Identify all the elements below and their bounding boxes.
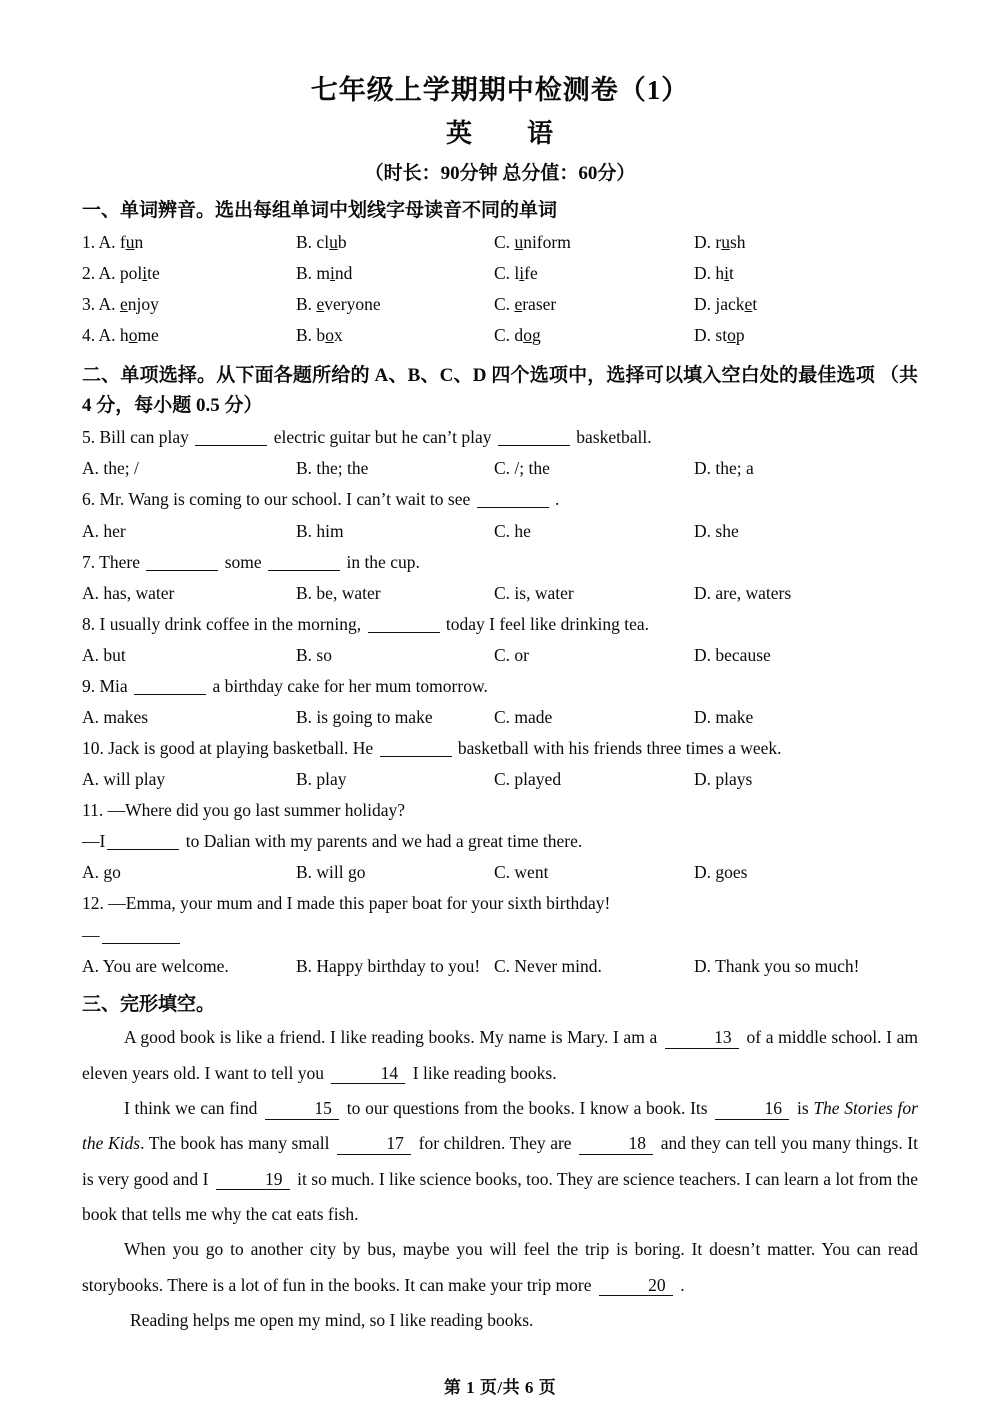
answer-option[interactable]: C. he bbox=[494, 520, 531, 541]
word-row bbox=[82, 289, 918, 320]
question-stem: 9. Mia a birthday cake for her mum tomorrow. bbox=[82, 675, 488, 696]
answer-option[interactable]: D. the; a bbox=[694, 458, 754, 479]
underlined-letter: i bbox=[142, 262, 148, 283]
word-option[interactable]: 1. A. fun bbox=[82, 231, 144, 252]
answer-option[interactable]: B. is going to make bbox=[296, 706, 433, 727]
cloze-blank[interactable]: 20 bbox=[599, 1277, 673, 1297]
underlined-letter: i bbox=[330, 262, 335, 283]
word-option[interactable]: D. stop bbox=[694, 324, 745, 345]
passage-paragraph: Reading helps me open my mind, so I like reading books. bbox=[130, 1310, 534, 1331]
underlined-letter: u bbox=[721, 231, 730, 252]
option-row bbox=[82, 702, 918, 733]
question-stem: 8. I usually drink coffee in the morning, today I feel like drinking tea. bbox=[82, 613, 650, 634]
word-option[interactable]: C. eraser bbox=[494, 293, 557, 314]
underlined-letter: u bbox=[125, 231, 135, 252]
subject-title: 英 语 bbox=[445, 118, 554, 148]
cloze-blank[interactable]: 16 bbox=[715, 1100, 789, 1120]
word-option[interactable]: C. uniform bbox=[494, 231, 571, 252]
word-option[interactable]: D. rush bbox=[694, 231, 746, 252]
underlined-letter: i bbox=[724, 262, 730, 283]
page-footer: 第 1 页/共 6 页 bbox=[443, 1378, 557, 1397]
underlined-letter: o bbox=[128, 324, 138, 345]
page-title: 七年级上学期期中检测卷（1） bbox=[310, 75, 690, 105]
cloze-blank[interactable]: 17 bbox=[337, 1135, 411, 1155]
answer-option[interactable]: A. You are welcome. bbox=[82, 955, 229, 976]
answer-option[interactable]: A. has, water bbox=[82, 582, 175, 603]
answer-option[interactable]: B. him bbox=[296, 520, 344, 541]
answer-option[interactable]: B. play bbox=[296, 769, 347, 790]
underlined-letter: i bbox=[519, 262, 525, 283]
option-row bbox=[82, 640, 918, 671]
answer-option[interactable]: C. or bbox=[494, 644, 529, 665]
answer-option[interactable]: B. will go bbox=[296, 862, 366, 883]
underlined-letter: e bbox=[316, 293, 325, 314]
answer-option[interactable]: B. so bbox=[296, 644, 332, 665]
passage-paragraph: A good book is like a friend. I like reading books. My name is Mary. I am a 13 of a middle school. I am eleven years old. I want to tell you 14 I like reading books. bbox=[82, 1027, 918, 1083]
underlined-letter: e bbox=[514, 293, 523, 314]
cloze-blank[interactable]: 19 bbox=[216, 1171, 290, 1191]
answer-option[interactable]: C. played bbox=[494, 769, 562, 790]
word-row bbox=[82, 227, 918, 258]
answer-option[interactable]: C. /; the bbox=[494, 458, 550, 479]
word-option[interactable]: D. hit bbox=[694, 262, 734, 283]
cloze-blank[interactable]: 13 bbox=[665, 1029, 739, 1049]
answer-option[interactable]: A. the; / bbox=[82, 458, 139, 479]
question-stem: — bbox=[82, 920, 918, 951]
section-2-questions bbox=[82, 422, 918, 981]
option-row bbox=[82, 516, 918, 547]
answer-option[interactable]: D. Thank you so much! bbox=[694, 955, 860, 976]
answer-option[interactable]: A. but bbox=[82, 644, 126, 665]
answer-blank[interactable] bbox=[195, 431, 267, 446]
underlined-letter: e bbox=[744, 293, 753, 314]
option-row bbox=[82, 453, 918, 484]
answer-blank[interactable] bbox=[477, 493, 549, 508]
word-option[interactable]: D. jacket bbox=[694, 293, 758, 314]
answer-option[interactable]: D. make bbox=[694, 706, 754, 727]
answer-blank[interactable] bbox=[146, 556, 218, 571]
cloze-blank[interactable]: 15 bbox=[265, 1100, 339, 1120]
cloze-blank[interactable]: 18 bbox=[579, 1135, 653, 1155]
answer-option[interactable]: B. Happy birthday to you! bbox=[296, 955, 481, 976]
word-row bbox=[82, 320, 918, 351]
answer-option[interactable]: D. she bbox=[694, 520, 739, 541]
section-3-heading: 三、完形填空。 bbox=[82, 993, 216, 1015]
word-option[interactable]: C. life bbox=[494, 262, 538, 283]
question-stem: —I to Dalian with my parents and we had a great time there. bbox=[82, 831, 583, 852]
underlined-letter: u bbox=[329, 231, 338, 252]
answer-option[interactable]: D. plays bbox=[694, 769, 753, 790]
answer-option[interactable]: B. be, water bbox=[296, 582, 381, 603]
question-stem: 12. —Emma, your mum and I made this paper boat for your sixth birthday! bbox=[82, 893, 611, 914]
option-row bbox=[82, 764, 918, 795]
question-stem: 5. Bill can play electric guitar but he can’t play basketball. bbox=[82, 427, 652, 448]
passage-paragraph: When you go to another city by bus, maybe you will feel the trip is boring. It doesn’t matter. You can read storybooks. There is a lot of fun in the books. It can make your trip more 20 . bbox=[82, 1239, 918, 1295]
answer-blank[interactable] bbox=[102, 929, 180, 944]
question-stem: 7. There some in the cup. bbox=[82, 551, 420, 572]
answer-blank[interactable] bbox=[107, 835, 179, 850]
option-row bbox=[82, 578, 918, 609]
answer-option[interactable]: A. go bbox=[82, 862, 121, 883]
answer-option[interactable]: A. her bbox=[82, 520, 126, 541]
exam-meta: （时长：90分钟 总分值：60分） bbox=[364, 163, 636, 185]
word-option[interactable]: B. mind bbox=[296, 262, 353, 283]
answer-option[interactable]: D. because bbox=[694, 644, 771, 665]
underlined-letter: o bbox=[523, 324, 532, 345]
underlined-letter: u bbox=[514, 231, 524, 252]
question-stem: 10. Jack is good at playing basketball. He basketball with his friends three times a week. bbox=[82, 737, 782, 758]
answer-blank[interactable] bbox=[380, 742, 452, 757]
question-stem: 11. —Where did you go last summer holiday? bbox=[82, 800, 406, 821]
word-option[interactable]: B. box bbox=[296, 324, 343, 345]
answer-blank[interactable] bbox=[268, 556, 340, 571]
option-row bbox=[82, 951, 918, 982]
option-row bbox=[82, 857, 918, 888]
cloze-blank[interactable]: 14 bbox=[331, 1065, 405, 1085]
word-option[interactable]: B. everyone bbox=[296, 293, 381, 314]
word-option[interactable]: 4. A. home bbox=[82, 324, 159, 345]
word-option[interactable]: C. dog bbox=[494, 324, 541, 345]
word-option[interactable]: 3. A. enjoy bbox=[82, 293, 159, 314]
answer-option[interactable]: C. Never mind. bbox=[494, 955, 602, 976]
answer-blank[interactable] bbox=[498, 431, 570, 446]
answer-option[interactable]: C. made bbox=[494, 706, 553, 727]
underlined-letter: o bbox=[727, 324, 736, 345]
cloze-passage bbox=[82, 1020, 918, 1338]
answer-option[interactable]: D. are, waters bbox=[694, 582, 792, 603]
answer-blank[interactable] bbox=[368, 618, 440, 633]
passage-paragraph: I think we can find 15 to our questions from the books. I know a book. Its 16 is The Stories for the Kids. The book has many small 17 for children. They are 18 and they can tell you many things. It is very good and I 19 it so much. I like science books, too. They are science teachers. I can learn a lot from the book that tells me why the cat eats fish. bbox=[82, 1098, 918, 1225]
answer-blank[interactable] bbox=[134, 680, 206, 695]
section-1-heading: 一、单词辨音。选出每组单词中划线字母读音不同的单词 bbox=[82, 199, 558, 221]
underlined-letter: o bbox=[325, 324, 334, 345]
question-stem: 6. Mr. Wang is coming to our school. I can’t wait to see . bbox=[82, 489, 560, 510]
word-option[interactable]: B. club bbox=[296, 231, 347, 252]
answer-option[interactable]: B. the; the bbox=[296, 458, 369, 479]
section-2-heading: 二、单项选择。从下面各题所给的 A、B、C、D 四个选项中，选择可以填入空白处的最佳选项 （共 4 分，每小题 0.5 分） bbox=[82, 364, 918, 417]
word-option[interactable]: 2. A. polite bbox=[82, 262, 160, 283]
section-1-rows bbox=[82, 227, 918, 351]
answer-option[interactable]: A. will play bbox=[82, 769, 166, 790]
answer-option[interactable]: C. is, water bbox=[494, 582, 574, 603]
word-row bbox=[82, 258, 918, 289]
answer-option[interactable]: C. went bbox=[494, 862, 549, 883]
underlined-letter: e bbox=[119, 293, 128, 314]
answer-option[interactable]: D. goes bbox=[694, 862, 748, 883]
answer-option[interactable]: A. makes bbox=[82, 706, 149, 727]
book-title: The Stories for the Kids bbox=[82, 1098, 918, 1154]
